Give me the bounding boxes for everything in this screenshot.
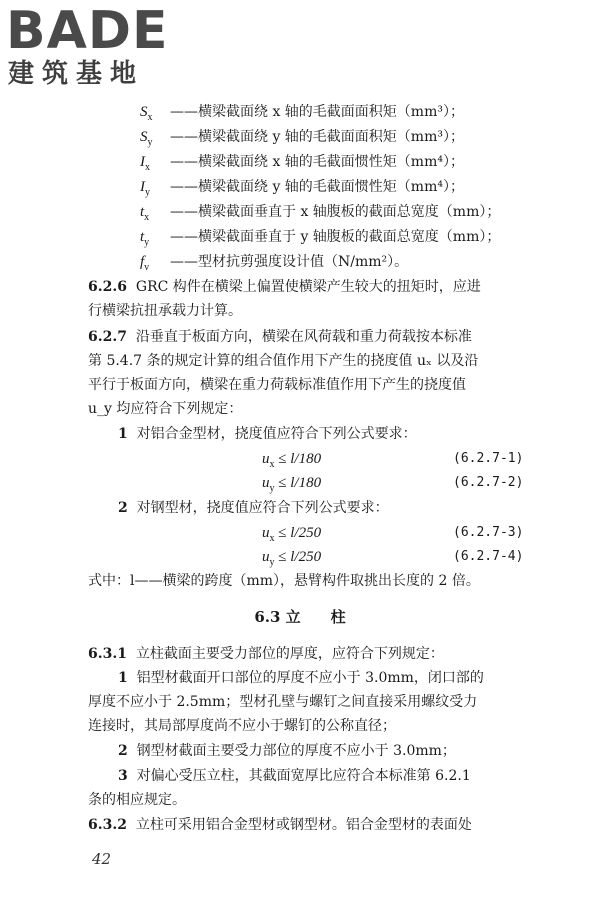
- clause-6-2-6-line1: 6.2.6 GRC 构件在横梁上偏置使横梁产生较大的扭矩时，应进: [88, 279, 481, 295]
- section-heading: 6.3 立 柱: [254, 608, 346, 626]
- page-number: 42: [92, 850, 112, 868]
- list-item-2: 2 对钢型材，挠度值应符合下列公式要求：: [118, 500, 389, 516]
- clause-6-3-1-item3-line2: 条的相应规定。: [88, 792, 186, 808]
- definition-fv: $f_v$ ——型材抗剪强度设计值（N/mm²）。: [140, 254, 409, 273]
- clause-number: 6.2.6: [88, 279, 127, 295]
- clause-6-2-7-line4: u_y 均应符合下列规定：: [88, 401, 243, 417]
- formula-6-2-7-3: $u_x \le l/250$: [262, 525, 322, 544]
- formula-number: (6.2.7-1): [453, 451, 524, 466]
- clause-6-3-1-item1-line3: 连接时，其局部厚度尚不应小于螺钉的公称直径；: [88, 718, 396, 734]
- logo-wordmark: BADE: [6, 1, 169, 61]
- clause-6-2-7-line1: 6.2.7 沿垂直于板面方向，横梁在风荷载和重力荷载按本标准: [88, 329, 472, 345]
- logo-subtitle: 建筑基地: [8, 59, 145, 89]
- clause-6-3-2-line1: 6.3.2 立柱可采用铝合金型材或钢型材。铝合金型材的表面处: [88, 817, 472, 833]
- formula-number: (6.2.7-3): [453, 525, 524, 540]
- formula-note: 式中：l——横梁的跨度（mm），悬臂构件取挑出长度的 2 倍。: [88, 573, 480, 589]
- clause-6-3-1-item1-line2: 厚度不应小于 2.5mm；型材孔壁与螺钉之间直接采用螺纹受力: [88, 694, 478, 710]
- list-item-1: 1 对铝合金型材，挠度值应符合下列公式要求：: [118, 426, 417, 442]
- definition-sx: $S_x$ ——横梁截面绕 x 轴的毛截面面积矩（mm³）；: [140, 104, 464, 123]
- definition-tx: $t_x$ ——横梁截面垂直于 x 轴腹板的截面总宽度（mm）；: [140, 204, 501, 223]
- definition-sy: $S_y$ ——横梁截面绕 y 轴的毛截面面积矩（mm³）；: [140, 129, 464, 148]
- clause-6-3-1-item3-line1: 3 对偏心受压立柱，其截面宽厚比应符合本标准第 6.2.1: [118, 768, 471, 784]
- clause-6-3-1-intro: 6.3.1 立柱截面主要受力部位的厚度，应符合下列规定：: [88, 646, 444, 662]
- formula-6-2-7-1: $u_x \le l/180$: [262, 451, 322, 470]
- bade-logo: [6, 1, 169, 90]
- formula-6-2-7-4: $u_y \le l/250$: [262, 549, 322, 568]
- formula-number: (6.2.7-2): [453, 475, 524, 490]
- clause-number: 6.3.2: [88, 817, 127, 833]
- clause-number: 6.3.1: [88, 646, 127, 662]
- formula-6-2-7-2: $u_y \le l/180$: [262, 475, 322, 494]
- clause-6-2-7-line3: 平行于板面方向，横梁在重力荷载标准值作用下产生的挠度值: [88, 377, 466, 393]
- clause-6-2-7-line2: 第 5.4.7 条的规定计算的组合值作用下产生的挠度值 uₓ 以及沿: [88, 353, 479, 369]
- clause-6-3-1-item1-line1: 1 铝型材截面开口部位的厚度不应小于 3.0mm，闭口部的: [118, 670, 484, 686]
- formula-number: (6.2.7-4): [453, 549, 524, 564]
- clause-6-2-6-line2: 行横梁抗扭承载力计算。: [88, 303, 242, 319]
- definition-ix: $I_x$ ——横梁截面绕 x 轴的毛截面惯性矩（mm⁴）；: [140, 154, 464, 173]
- clause-number: 6.2.7: [88, 329, 127, 345]
- definition-iy: $I_y$ ——横梁截面绕 y 轴的毛截面惯性矩（mm⁴）；: [140, 179, 464, 198]
- definition-ty: $t_y$ ——横梁截面垂直于 y 轴腹板的截面总宽度（mm）；: [140, 229, 501, 248]
- clause-6-3-1-item2: 2 钢型材截面主要受力部位的厚度不应小于 3.0mm；: [118, 743, 456, 759]
